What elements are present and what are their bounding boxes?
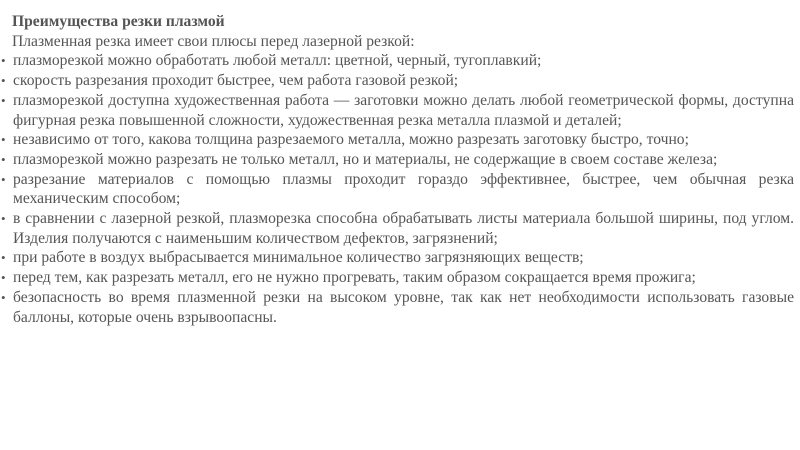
- list-item: [1, 209, 794, 248]
- list-item-text: плазморезкой можно обработать любой металл: цветной, черный, тугоплавкий;: [13, 52, 542, 70]
- list-item: [1, 170, 794, 209]
- bullet-icon: •: [1, 250, 6, 266]
- bullet-icon: •: [1, 151, 6, 167]
- list-item-text: скорость разрезания проходит быстрее, чем работа газовой резкой;: [13, 72, 459, 90]
- list-item-text: разрезание материалов с помощью плазмы проходит гораздо эффективнее, быстрее, чем обычная резка механическим способом;: [13, 170, 794, 208]
- bullet-icon: •: [1, 289, 6, 305]
- list-item: [1, 130, 794, 150]
- list-item: [1, 248, 794, 268]
- list-item-text: безопасность во время плазменной резки на высоком уровне, так как нет необходимости использовать газовые баллоны, которые очень взрывоопасны.: [13, 288, 794, 326]
- bullet-icon: •: [1, 171, 6, 187]
- list-item-text: перед тем, как разрезать металл, его не нужно прогревать, таким образом сокращается время прожига;: [13, 269, 696, 287]
- document-intro: Плазменная резка имеет свои плюсы перед лазерной резкой:: [12, 32, 415, 50]
- bullet-icon: •: [1, 270, 6, 286]
- bullet-icon: •: [1, 211, 6, 227]
- document-title: Преимущества резки плазмой: [12, 13, 225, 30]
- list-item: [1, 268, 794, 288]
- list-item-text: в сравнении с лазерной резкой, плазморезка способна обрабатывать листы материала большой ширины, под углом. Изделия получаются с наименьшим количеством дефектов, загрязнений;: [13, 210, 794, 247]
- list-item-text: плазморезкой доступна художественная работа — заготовки можно делать любой геометрической формы, доступна фигурная резка повышенной сложности, художественная резка металла плазмой и деталей;: [13, 91, 794, 129]
- list-item: [1, 288, 794, 327]
- list-item: [1, 71, 794, 91]
- list-item: [1, 51, 794, 71]
- bullet-icon: •: [1, 73, 6, 89]
- list-item: [1, 150, 794, 170]
- list-item-text: независимо от того, какова толщина разрезаемого металла, можно разрезать заготовку быстро, точно;: [13, 131, 689, 149]
- list-item-text: при работе в воздух выбрасывается минимальное количество загрязняющих веществ;: [13, 249, 584, 267]
- bullet-icon: •: [1, 92, 6, 108]
- list-item: [1, 91, 794, 130]
- bullet-icon: •: [1, 53, 6, 69]
- advantages-list: [1, 51, 794, 327]
- bullet-icon: •: [1, 132, 6, 148]
- list-item-text: плазморезкой можно разрезать не только металл, но и материалы, не содержащие в своем составе железа;: [13, 150, 718, 168]
